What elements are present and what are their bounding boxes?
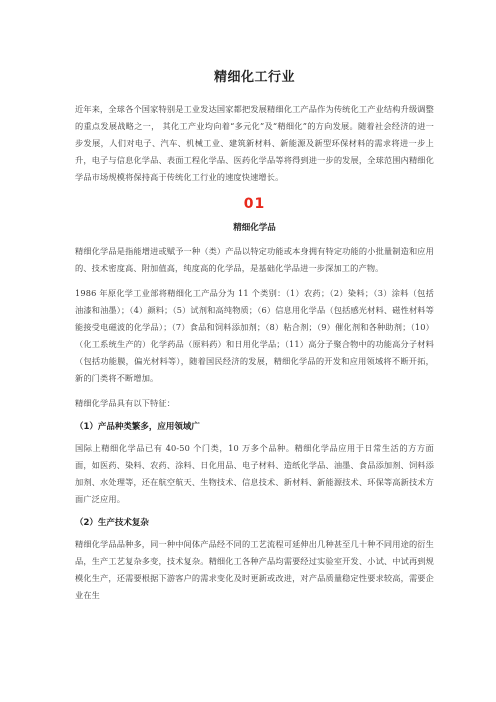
categories-paragraph: 1986 年原化学工业部将精细化工产品分为 11 个类别：（1）农药；（2）染料；（3）涂料（包括油漆和油墨）；（4）颜料；（5）试剂和高纯物质；（6）信息用化学品（包括感光材料、磁性材料等能接受电磁波的化学品）；（7）食品和饲料添加剂；（8）粘合剂；（9）催化剂和各种助剂；（10）（化工系统生产的）化学药品（原料药）和日用化学品；（11）高分子聚合物中的功能高分子材料（包括功能膜，偏光材料等），随着国民经济的发展，精细化学品的开发和应用领域将不断开拓，新的门类将不断增加。: [75, 288, 434, 383]
intro-paragraph: 近年来，全球各个国家特别是工业发达国家都把发展精细化工产品作为传统化工产业结构升级调整的重点发展战略之一， 其化工产业均向着“多元化”及“精细化”的方向发展。随着社会经济的进一步发展，人们对电子、汽车、机械工业、建筑新材料、新能源及新型环保材料的需求将进一步上升，电子与信息化学品、表面工程化学品、医药化学品等将得到进一步的发展，全球范围内精细化学品市场规模将保持高于传统化工行业的速度快速增长。: [75, 104, 434, 182]
feature-1-heading: （1）产品种类繁多，应用领域广: [75, 422, 200, 432]
document-title: 精细化工行业: [213, 70, 295, 85]
features-intro-paragraph: 精细化学品具有以下特征：: [75, 398, 176, 408]
feature-2-heading: （2）生产技术复杂: [75, 518, 149, 528]
feature-1-paragraph: 国际上精细化学品已有 40-50 个门类，10 万多个品种。精细化学品应用于日常生活的方方面面，如医药、染料、农药、涂料、日化用品、电子材料、造纸化学品、油墨、食品添加剂、饲料添加剂、水处理等，还在航空航天、生物技术、信息技术、新材料、新能源技术、环保等高新技术方面广泛应用。: [75, 443, 434, 504]
section-title: 精细化学品: [233, 223, 276, 233]
section-number: 01: [243, 196, 266, 212]
definition-paragraph: 精细化学品是指能增进或赋予一种（类）产品以特定功能或本身拥有特定功能的小批量制造和应用的、技术密度高、附加值高，纯度高的化学品，是基础化学品进一步深加工的产物。: [75, 246, 434, 273]
feature-2-paragraph: 精细化学品品种多，同一种中间体产品经不同的工艺流程可延伸出几种甚至几十种不同用途的衍生品，生产工艺复杂多变，技术复杂。精细化工各种产品均需要经过实验室开发、小试、中试再到规模化生产，还需要根据下游客户的需求变化及时更新或改进，对产品质量稳定性要求较高，需要企业在生: [75, 539, 434, 600]
